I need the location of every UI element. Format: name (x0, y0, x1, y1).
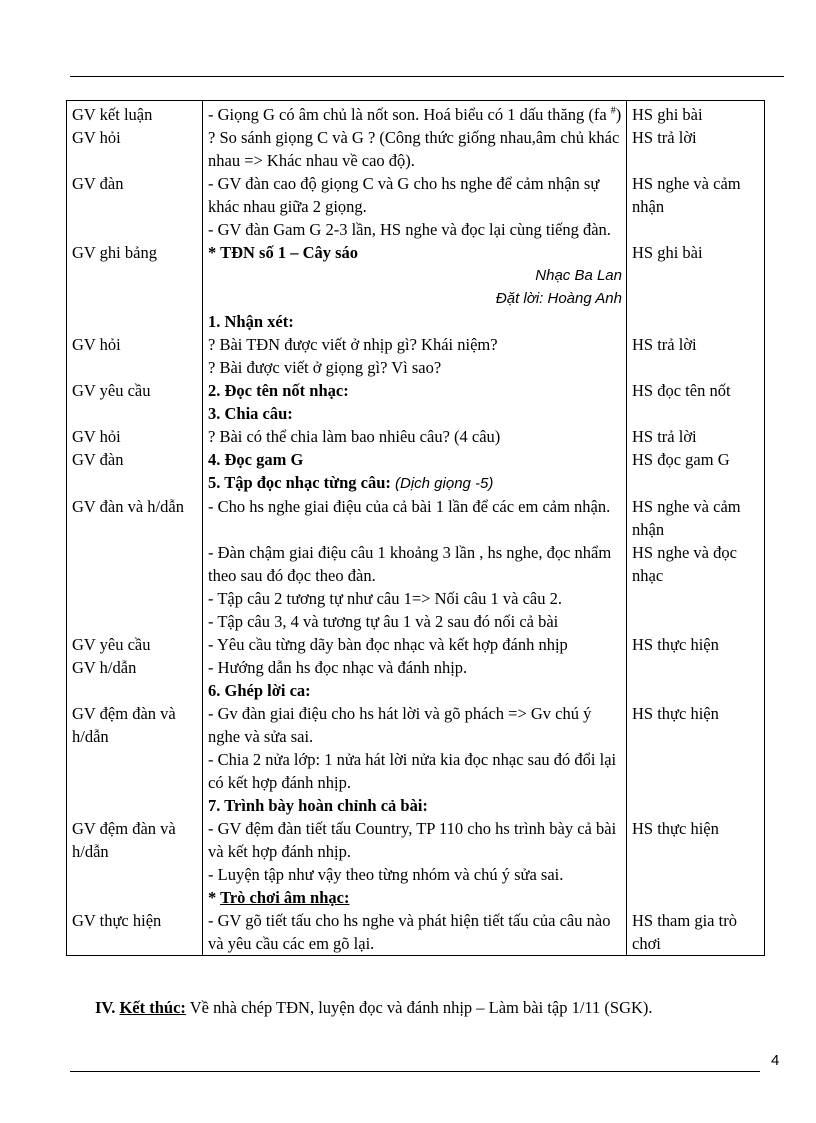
table-row (67, 633, 765, 656)
content-cell: - Yêu cầu từng dãy bàn đọc nhạc và kết hợp đánh nhịp (203, 633, 627, 656)
section-heading: 2. Đọc tên nốt nhạc: (203, 379, 627, 402)
table-row (67, 495, 765, 541)
teacher-cell: GV thực hiện (67, 909, 203, 956)
footer-rule (70, 1071, 760, 1072)
content-cell: - Hướng dẫn hs đọc nhạc và đánh nhịp. (203, 656, 627, 679)
table-row (67, 402, 765, 425)
teacher-cell: GV đệm đàn và h/dẫn (67, 702, 203, 794)
table-row (67, 126, 765, 172)
student-cell: HS đọc tên nốt (627, 379, 765, 402)
teacher-cell: GV hỏi (67, 425, 203, 448)
teacher-cell: GV đàn và h/dẫn (67, 495, 203, 541)
content-cell: - Gv đàn giai điệu cho hs hát lời và gõ phách => Gv chú ý nghe và sửa sai. - Chia 2 nửa lớp: 1 nửa hát lời nửa kia đọc nhạc sau đó đổi lại có kết hợp đánh nhịp. (203, 702, 627, 794)
table-row (67, 448, 765, 471)
student-cell: HS ghi bài (627, 241, 765, 310)
teacher-cell: GV đệm đàn và h/dẫn (67, 817, 203, 886)
content-cell: - Đàn chậm giai điệu câu 1 khoảng 3 lần , hs nghe, đọc nhẩm theo sau đó đọc theo đàn. (203, 541, 627, 587)
student-cell: HS nghe và cảm nhận (627, 172, 765, 241)
content-cell: - Tập câu 3, 4 và tương tự âu 1 và 2 sau đó nối cả bài (203, 610, 627, 633)
section-heading: 7. Trình bày hoàn chỉnh cả bài: (203, 794, 627, 817)
lesson-conclusion: IV. Kết thúc: Về nhà chép TĐN, luyện đọc và đánh nhịp – Làm bài tập 1/11 (SGK). (95, 998, 653, 1017)
content-cell: ? Bài TĐN được viết ở nhịp gì? Khái niệm? ? Bài được viết ở giọng gì? Vì sao? (203, 333, 627, 379)
table-row (67, 101, 765, 127)
table-row (67, 656, 765, 679)
section-heading: 4. Đọc gam G (203, 448, 627, 471)
table-row (67, 541, 765, 587)
table-row (67, 333, 765, 379)
content-cell (203, 241, 627, 310)
section-heading: 6. Ghép lời ca: (203, 679, 627, 702)
content-cell: - Giọng G có âm chủ là nốt son. Hoá biểu có 1 dấu thăng (fa #) (203, 101, 627, 127)
table-row (67, 310, 765, 333)
teacher-cell: GV ghi bảng (67, 241, 203, 310)
sharp-symbol: # (610, 105, 616, 117)
page-number: 4 (771, 1052, 780, 1069)
student-cell: HS trả lời (627, 126, 765, 172)
student-cell: HS nghe và đọc nhạc (627, 541, 765, 587)
table-row (67, 702, 765, 794)
student-cell: HS tham gia trò chơi (627, 909, 765, 956)
table-row (67, 587, 765, 610)
lesson-table (66, 100, 765, 956)
header-rule (70, 76, 784, 77)
song-composer: Nhạc Ba Lan (535, 267, 622, 284)
conclusion-text: Về nhà chép TĐN, luyện đọc và đánh nhịp – Làm bài tập 1/11 (SGK). (185, 998, 653, 1017)
student-cell: HS nghe và cảm nhận (627, 495, 765, 541)
teacher-cell: GV đàn (67, 172, 203, 241)
teacher-cell: GV yêu cầu (67, 379, 203, 402)
table-row (67, 679, 765, 702)
table-row (67, 241, 765, 310)
table-row (67, 610, 765, 633)
student-cell: HS thực hiện (627, 633, 765, 656)
table-row (67, 379, 765, 402)
teacher-cell: GV kết luận (67, 101, 203, 127)
table-row (67, 425, 765, 448)
table-row (67, 172, 765, 241)
table-row (67, 886, 765, 909)
table-row (67, 909, 765, 956)
student-cell: HS ghi bài (627, 101, 765, 127)
student-cell: HS thực hiện (627, 817, 765, 886)
content-cell: - Cho hs nghe giai điệu của cả bài 1 lần để các em cảm nhận. (203, 495, 627, 541)
section-heading: 1. Nhận xét: (203, 310, 627, 333)
song-title: * TĐN số 1 – Cây sáo (208, 243, 359, 262)
student-cell: HS trả lời (627, 333, 765, 379)
conclusion-label: Kết thúc: (119, 998, 186, 1017)
teacher-cell: GV hỏi (67, 333, 203, 379)
content-cell: - GV đệm đàn tiết tấu Country, TP 110 cho hs trình bày cả bài và kết hợp đánh nhịp. - Luyện tập như vậy theo từng nhóm và chú ý sửa sai. (203, 817, 627, 886)
section-heading: 5. Tập đọc nhạc từng câu: (Dịch giọng -5) (203, 471, 627, 495)
content-cell: - GV gõ tiết tấu cho hs nghe và phát hiện tiết tấu của câu nào và yêu cầu các em gõ lại. (203, 909, 627, 956)
teacher-cell: GV yêu cầu (67, 633, 203, 656)
key-shift-note: (Dịch giọng -5) (395, 475, 494, 492)
section-heading: 3. Chia câu: (203, 402, 627, 425)
student-cell: HS thực hiện (627, 702, 765, 794)
content-cell: ? So sánh giọng C và G ? (Công thức giống nhau,âm chủ khác nhau => Khác nhau về cao độ). (203, 126, 627, 172)
table-row (67, 794, 765, 817)
content-cell: - GV đàn cao độ giọng C và G cho hs nghe để cảm nhận sự khác nhau giữa 2 giọng. - GV đàn Gam G 2-3 lần, HS nghe và đọc lại cùng tiếng đàn. (203, 172, 627, 241)
student-cell: HS trả lời (627, 425, 765, 448)
student-cell: HS đọc gam G (627, 448, 765, 471)
teacher-cell: GV đàn (67, 448, 203, 471)
content-cell: ? Bài có thể chia làm bao nhiêu câu? (4 câu) (203, 425, 627, 448)
teacher-cell: GV hỏi (67, 126, 203, 172)
content-cell: - Tập câu 2 tương tự như câu 1=> Nối câu 1 và câu 2. (203, 587, 627, 610)
table-row (67, 817, 765, 886)
table-row (67, 471, 765, 495)
song-lyricist: Đặt lời: Hoàng Anh (495, 290, 622, 307)
section-heading: * Trò chơi âm nhạc: (203, 886, 627, 909)
teacher-cell: GV h/dẫn (67, 656, 203, 679)
